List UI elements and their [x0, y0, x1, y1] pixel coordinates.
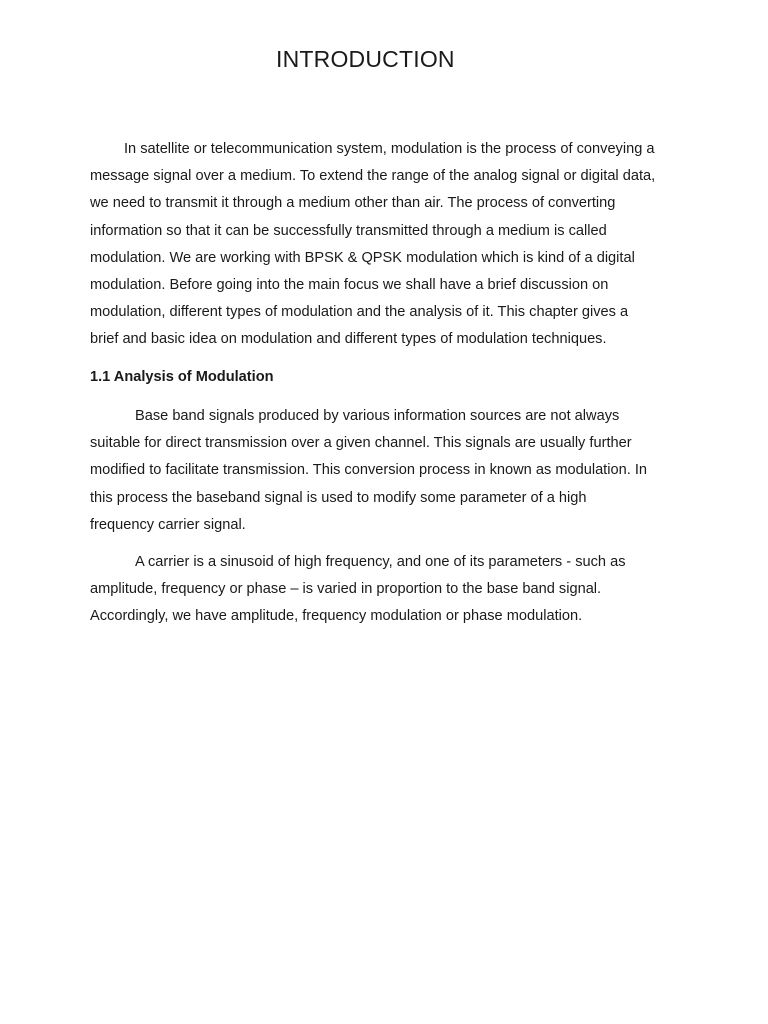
- text-line: modulation, different types of modulation and the analysis of it. This chapter gives a: [90, 304, 629, 321]
- text-line: information so that it can be successfully transmitted through a medium is called: [90, 222, 607, 239]
- text-line: frequency carrier signal.: [90, 516, 246, 533]
- carrier-paragraph: [90, 549, 680, 631]
- text-line: modulation. We are working with BPSK & QPSK modulation which is kind of a digital: [90, 249, 635, 266]
- text-line: A carrier is a sinusoid of high frequency, and one of its parameters - such as: [135, 554, 626, 570]
- text-line: suitable for direct transmission over a given channel. This signals are usually further: [90, 435, 632, 452]
- text-line: Base band signals produced by various information sources are not always: [135, 408, 620, 424]
- text-line: In satellite or telecommunication system, modulation is the process of conveying a: [124, 141, 655, 157]
- section-heading: 1.1 Analysis of Modulation: [90, 369, 274, 385]
- text-line: this process the baseband signal is used to modify some parameter of a high: [90, 489, 587, 506]
- text-line: message signal over a medium. To extend the range of the analog signal or digital data,: [90, 168, 656, 185]
- intro-paragraph: [90, 136, 680, 354]
- page-title: INTRODUCTION: [276, 46, 455, 72]
- analysis-paragraph: [90, 403, 680, 539]
- text-line: we need to transmit it through a medium other than air. The process of converting: [90, 195, 616, 212]
- text-line: amplitude, frequency or phase – is varied in proportion to the base band signal.: [90, 581, 602, 598]
- text-line: brief and basic idea on modulation and different types of modulation techniques.: [90, 331, 607, 348]
- text-line: Accordingly, we have amplitude, frequency modulation or phase modulation.: [90, 608, 583, 625]
- text-line: modulation. Before going into the main focus we shall have a brief discussion on: [90, 277, 609, 294]
- text-line: modified to facilitate transmission. This conversion process in known as modulation. In: [90, 462, 647, 479]
